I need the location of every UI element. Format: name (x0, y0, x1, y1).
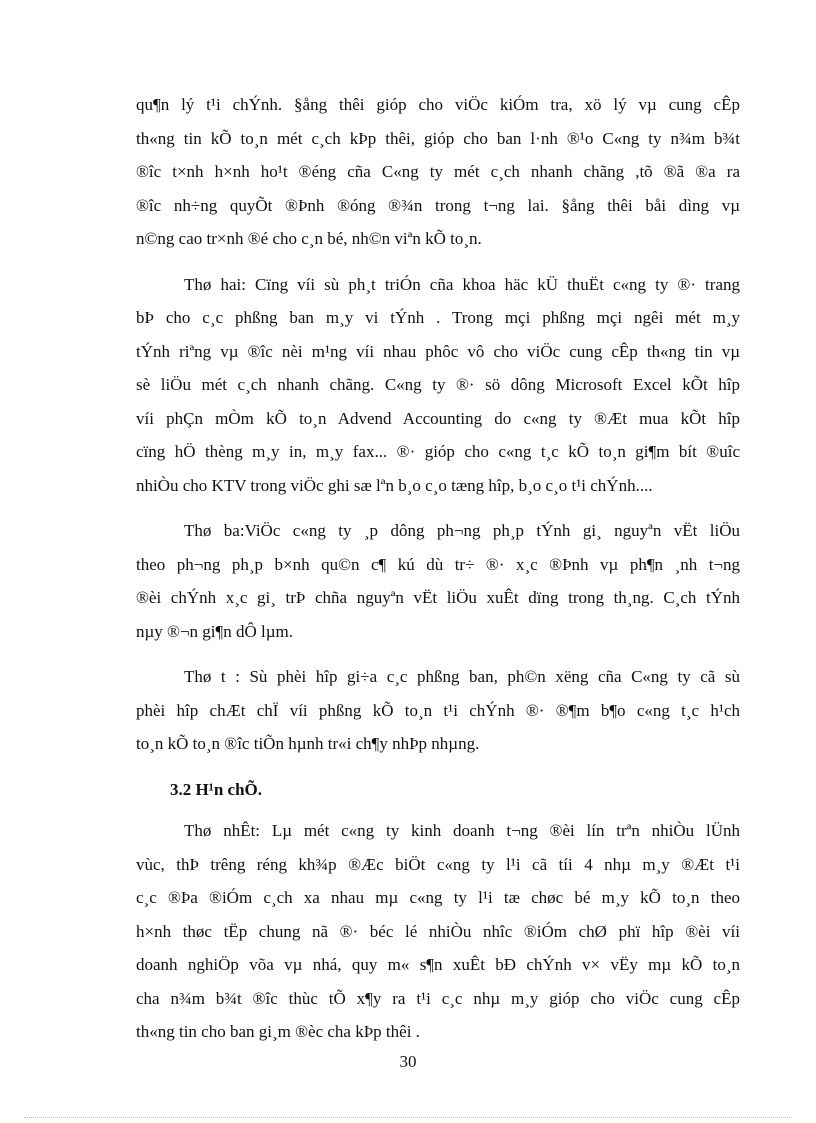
section-heading: 3.2 H¹n chÕ. (170, 779, 262, 799)
paragraph-line: bÞ cho c¸c phßng ban m¸y vi tÝnh . Trong mçi phßng mçi ngêi mét m¸y (136, 308, 740, 327)
paragraph (136, 660, 740, 761)
paragraph-line: qu¶n lý t¹i chÝnh. §ång thêi gióp cho viÖc kiÓm tra, xö lý vµ cung cÊp (136, 95, 740, 114)
paragraph-line: víi phÇn mÒm kÕ to¸n Advend Accounting do c«ng ty ®Æt mua kÕt hîp (136, 408, 740, 428)
paragraph-line: nµy ®¬n gi¶n dÔ lµm. (136, 621, 293, 641)
paragraph-line: Thø nhÊt: Lµ mét c«ng ty kinh doanh t¬ng ®èi lín trªn nhiÒu lÜnh (184, 821, 740, 840)
paragraph-line: c¸c ®Þa ®iÓm c¸ch xa nhau mµ c«ng ty l¹i tæ chøc bé m¸y kÕ to¸n theo (136, 888, 740, 907)
document-body (136, 88, 740, 1061)
paragraph-line: ®èi chÝnh x¸c gi¸ trÞ chña nguyªn vËt liÖu xuÊt dïng trong th¸ng. C¸ch tÝnh (136, 588, 740, 607)
footer-divider (24, 1117, 792, 1118)
paragraph-line: phèi hîp chÆt chÏ víi phßng kÕ to¸n t¹i chÝnh ®· ®¶m b¶o c«ng t¸c h¹ch (136, 700, 740, 720)
paragraph (136, 268, 740, 503)
paragraph-line: ®îc t×nh h×nh ho¹t ®éng cña C«ng ty mét c¸ch nhanh chãng ,tõ ®ã ®a ra (136, 162, 740, 181)
paragraph (136, 514, 740, 648)
paragraph-line: doanh nghiÖp võa vµ nhá, quy m« s¶n xuÊt bÐ chÝnh v× vËy mµ kÕ to¸n (136, 955, 740, 974)
paragraph-line: h×nh thøc tËp chung nã ®· béc lé nhiÒu nhîc ®iÓm chØ phï hîp ®èi víi (136, 921, 740, 941)
page-number: 30 (399, 1052, 417, 1071)
paragraph-line: theo ph¬ng ph¸p b×nh qu©n c¶ kú dù tr÷ ®· x¸c ®Þnh vµ ph¶n ¸nh t¬ng (136, 554, 740, 574)
paragraph-line: nhiÒu cho KTV trong viÖc ghi sæ lªn b¸o c¸o tæng hîp, b¸o c¸o t¹i chÝnh.... (136, 475, 653, 495)
paragraph-line: cha n¾m b¾t ®îc thùc tÕ x¶y ra t¹i c¸c nhµ m¸y gióp cho viÖc cung cÊp (136, 988, 740, 1008)
paragraph-line: Thø t : Sù phèi hîp gi÷a c¸c phßng ban, ph©n xëng cña C«ng ty cã sù (184, 667, 740, 686)
paragraph-line: Thø ba:ViÖc c«ng ty ¸p dông ph¬ng ph¸p tÝnh gi¸ nguyªn vËt liÖu (184, 521, 740, 540)
paragraph (136, 814, 740, 1049)
paragraph (136, 88, 740, 256)
paragraph-line: to¸n kÕ to¸n ®îc tiÕn hµnh tr«i ch¶y nhÞp nhµng. (136, 734, 480, 753)
paragraph-line: n©ng cao tr×nh ®é cho c¸n bé, nh©n viªn kÕ to¸n. (136, 229, 482, 248)
paragraph-line: sè liÖu mét c¸ch nhanh chãng. C«ng ty ®· sö dông Microsoft Excel kÕt hîp (136, 375, 740, 394)
paragraph-line: th«ng tin kÕ to¸n mét c¸ch kÞp thêi, gióp cho ban l·nh ®¹o C«ng ty n¾m b¾t (136, 128, 740, 148)
paragraph-line: cïng hÖ thèng m¸y in, m¸y fax... ®· gióp cho c«ng t¸c kÕ to¸n gi¶m bít ®uîc (136, 442, 740, 461)
paragraph-line: vùc, thÞ trêng réng kh¾p ®Æc biÖt c«ng ty l¹i cã tíi 4 nhµ m¸y ®Æt t¹i (136, 854, 740, 874)
paragraph-line: Thø hai: Cïng víi sù ph¸t triÓn cña khoa häc kÜ thuËt c«ng ty ®· trang (184, 274, 740, 294)
paragraph-line: th«ng tin cho ban gi¸m ®èc cha kÞp thêi . (136, 1022, 420, 1041)
paragraph-line: tÝnh riªng vµ ®îc nèi m¹ng víi nhau phôc vô cho viÖc cung cÊp th«ng tin vµ (136, 341, 740, 361)
paragraph-line: ®îc nh÷ng quyÕt ®Þnh ®óng ®¾n trong t¬ng lai. §ång thêi båi dìng vµ (136, 195, 740, 215)
